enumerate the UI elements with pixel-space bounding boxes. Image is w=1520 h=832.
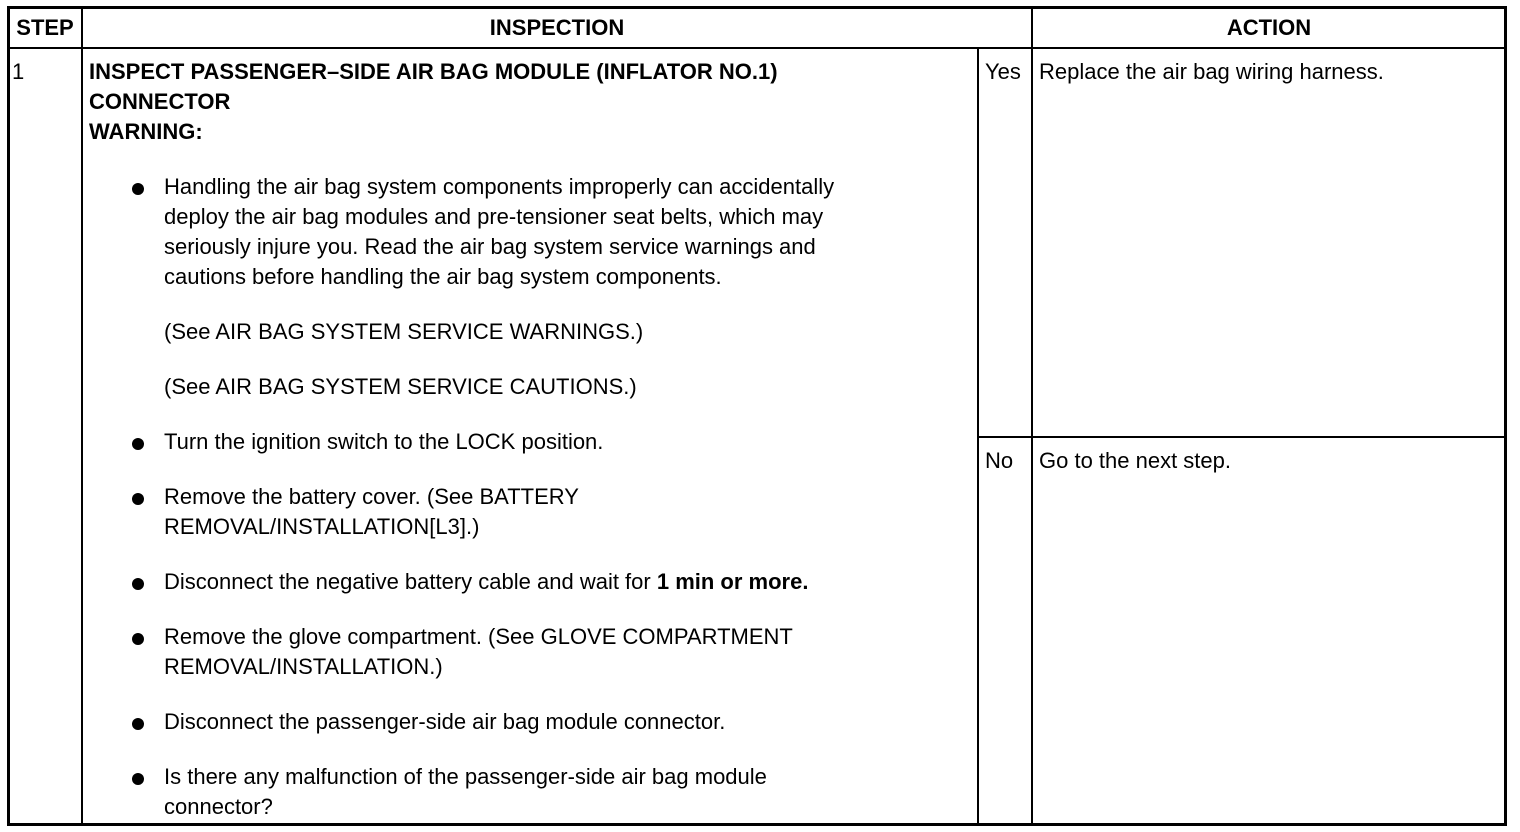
result-no-label: No (985, 448, 1014, 473)
procedure-text-line2: REMOVAL/INSTALLATION[L3].) (164, 514, 480, 539)
header-action: ACTION (1226, 15, 1312, 40)
header-inspection: INSPECTION (489, 15, 625, 40)
question-text-line1: Is there any malfunction of the passenger-side air bag module (164, 764, 767, 789)
see-warnings-reference: (See AIR BAG SYSTEM SERVICE WARNINGS.) (164, 319, 644, 344)
procedure-text: Turn the ignition switch to the LOCK position. (164, 429, 604, 454)
bullet-icon (132, 773, 144, 785)
action-no-text: Go to the next step. (1039, 448, 1232, 473)
wait-time-emphasis: 1 min or more. (656, 569, 809, 594)
bullet-icon (132, 718, 144, 730)
bullet-icon (132, 578, 144, 590)
bullet-icon (132, 438, 144, 450)
inspection-title-line1: INSPECT PASSENGER–SIDE AIR BAG MODULE (INFLATOR NO.1) (89, 59, 778, 84)
warning-text-line1: Handling the air bag system components improperly can accidentally (164, 174, 835, 199)
yes-no-divider (977, 436, 1507, 438)
header-divider (7, 47, 1507, 49)
bullet-icon (132, 633, 144, 645)
procedure-text: Disconnect the passenger-side air bag module connector. (164, 709, 726, 734)
header-step: STEP (16, 15, 74, 40)
procedure-text-regular: Disconnect the negative battery cable and wait for (164, 569, 657, 594)
action-yes-text: Replace the air bag wiring harness. (1039, 59, 1384, 84)
step-number: 1 (12, 59, 25, 84)
inspection-title-line2: CONNECTOR (89, 89, 231, 114)
procedure-text-line1: Remove the battery cover. (See BATTERY (164, 484, 579, 509)
procedure-text (164, 567, 808, 597)
warning-label: WARNING: (89, 119, 203, 144)
warning-text-line2: deploy the air bag modules and pre-tensioner seat belts, which may (164, 204, 824, 229)
inspection-table (7, 6, 1507, 826)
see-cautions-reference: (See AIR BAG SYSTEM SERVICE CAUTIONS.) (164, 374, 637, 399)
bullet-icon (132, 493, 144, 505)
procedure-text-line1: Remove the glove compartment. (See GLOVE COMPARTMENT (164, 624, 793, 649)
warning-text-line4: cautions before handling the air bag system components. (164, 264, 722, 289)
procedure-text-line2: REMOVAL/INSTALLATION.) (164, 654, 443, 679)
column-divider-step (81, 6, 83, 826)
result-yes-label: Yes (985, 59, 1021, 84)
warning-text-line3: seriously injure you. Read the air bag system service warnings and (164, 234, 816, 259)
question-text-line2: connector? (164, 794, 273, 819)
bullet-icon (132, 183, 144, 195)
column-divider-action (1031, 6, 1033, 826)
